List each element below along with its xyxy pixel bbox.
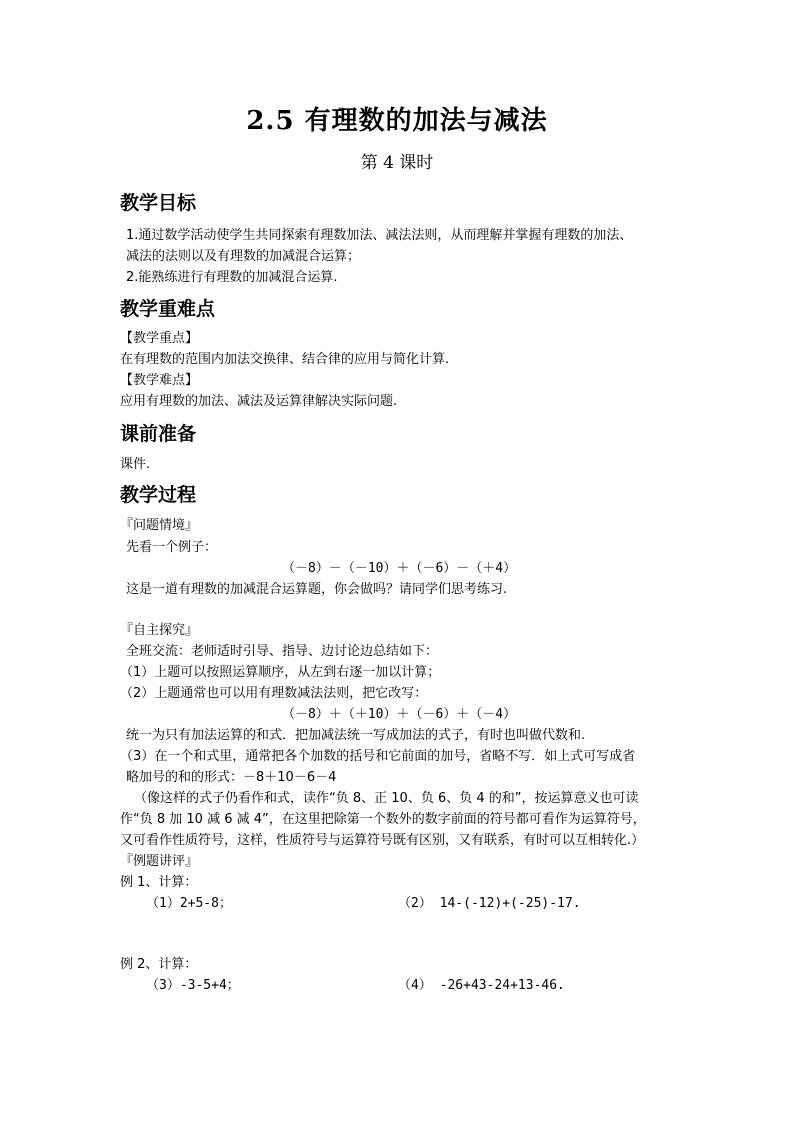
objective-line-3: 2.能熟练进行有理数的加减混合运算.	[126, 270, 338, 285]
explore-note: 统一为只有加法运算的和式．把加减法统一写成加法的式子，有时也叫做代数和.	[126, 728, 586, 743]
example-2-label: 例 2、计算：	[120, 957, 198, 972]
explore-step-3a: （3）在一个和式里，通常把各个加数的括号和它前面的加号，省略不写．如上式可写成省	[120, 749, 636, 764]
explore-step-2: （2）上题通常也可以用有理数减法法则，把它改写：	[120, 686, 428, 701]
focus-label: 【教学重点】	[120, 331, 199, 346]
example-1-part-1: （1）2+5-8；	[146, 896, 232, 911]
parenthetical-line-2: 作“负 8 加 10 减 6 减 4”，在这里把除第一个数外的数字前面的符号都可看作为运算符号，	[120, 812, 646, 827]
parenthetical-line-1: （像这样的式子仍看作和式，读作“负 8、正 10、负 6、负 4 的和”，按运算意义也可读	[134, 791, 639, 806]
objective-line-1: 1.通过数学活动使学生共同探索有理数加法、减法法则，从而理解并掌握有理数的加法、	[126, 228, 633, 243]
difficulty-label: 【教学难点】	[120, 373, 199, 388]
situation-label: 『问题情境』	[120, 518, 199, 533]
key-points-heading: 教学重难点	[120, 298, 216, 320]
difficulty-text: 应用有理数的加法、减法及运算律解决实际问题.	[120, 394, 398, 409]
explore-step-1: （1）上题可以按照运算顺序，从左到右逐一加以计算；	[120, 665, 441, 680]
page-subtitle: 第 4 课时	[360, 153, 434, 173]
objectives-heading: 教学目标	[120, 192, 197, 214]
explore-intro: 全班交流：老师适时引导、指导、边讨论边总结如下：	[126, 644, 439, 659]
example-1-label: 例 1、计算：	[120, 875, 198, 890]
page-title: 2.5 有理数的加法与减法	[246, 106, 548, 136]
process-heading: 教学过程	[120, 484, 197, 506]
focus-text: 在有理数的范围内加法交换律、结合律的应用与简化计算.	[120, 352, 450, 367]
objective-line-2: 减法的法则以及有理数的加减混合运算；	[126, 249, 361, 264]
preparation-heading: 课前准备	[120, 423, 197, 445]
parenthetical-line-3: 又可看作性质符号，这样，性质符号与运算符号既有区别，又有联系，有时可以互相转化.）	[120, 833, 645, 848]
explore-expression: （－8）＋（＋10）＋（－6）＋（－4）	[282, 707, 517, 722]
explore-label: 『自主探究』	[120, 623, 199, 638]
example-2-part-3: （3）-3-5+4；	[146, 978, 240, 993]
situation-text: 这是一道有理数的加减混合运算题，你会做吗？请同学们思考练习.	[126, 582, 508, 597]
examples-label: 『例题讲评』	[120, 854, 199, 869]
situation-intro: 先看一个例子：	[126, 540, 218, 555]
situation-expression: （－8）－（－10）＋（－6）－（＋4）	[282, 561, 517, 576]
explore-step-3b: 略加号的和的形式：－8＋10－6－4	[126, 770, 337, 785]
preparation-text: 课件.	[120, 457, 151, 472]
example-2-part-4: （4） -26+43-24+13-46.	[398, 978, 565, 993]
example-1-part-2: （2） 14-(-12)+(-25)-17.	[398, 896, 581, 911]
